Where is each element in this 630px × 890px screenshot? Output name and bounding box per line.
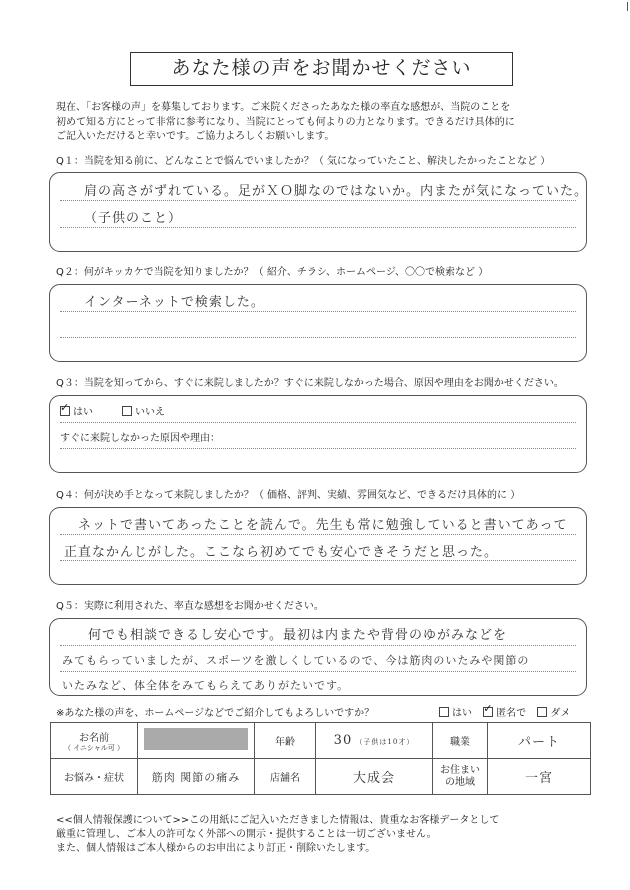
job-value-cell[interactable] [488, 723, 591, 759]
q4-answer-line1: ネットで書いてあったことを読んで。先生も常に勉強していると書いてあって [78, 518, 568, 533]
perm-anon-label: 匿名で [496, 708, 527, 719]
q4-answer-line2: 正直なかんじがした。ここなら初めてでも安心できそうだと思った。 [64, 545, 499, 560]
check-mark-icon: ✓ [483, 702, 493, 715]
name-label-cell [51, 723, 138, 759]
checkbox-icon[interactable] [439, 707, 449, 717]
name-value-cell[interactable] [138, 723, 255, 759]
footer-line: 厳重に管理し、ご本人の許可なく外部への開示・提供することは一切ございません。 [56, 829, 437, 840]
checkbox-icon[interactable] [60, 401, 70, 416]
footer-line: <<個人情報保護について>>この用紙にご記入いただきました情報は、貴重なお客様データとして [56, 815, 500, 826]
q5-answer-line1: 何でも相談できるし安心です。最初は内またや背骨のゆがみなどを [88, 628, 507, 643]
q3-label: Q３：当院を知ってから、すぐに来院しましたか？すぐに来院しなかった場合、原因や理由をお聞かせください。 [56, 378, 564, 389]
q1-answer-line1: 肩の高さがずれている。足がＸＯ脚なのではないか。内またが気になっていた。 [84, 184, 589, 199]
q3-yes-option[interactable] [60, 403, 93, 418]
intro-line: ご記入いただけると幸いです。ご協力よろしくお願いします。 [56, 131, 335, 142]
name-sub-label: （ イニシャル可 ） [63, 743, 125, 752]
store-value-cell[interactable] [316, 759, 433, 795]
q4-answer-box[interactable] [49, 507, 587, 585]
perm-anon-option[interactable] [483, 702, 527, 719]
intro-line: 初めて知る方にとって非常に参考になり、当院にとっても何よりの力となります。できるだけ具体的に [56, 116, 515, 128]
q3-answer-box[interactable] [49, 395, 587, 473]
q2-label: Q２：何がキッカケで当院を知りましたか？（ 紹介、チラシ、ホームページ、〇〇で検索など ） [56, 267, 489, 278]
redacted-name [144, 728, 248, 750]
q4-label: Q４：何が決め手となって来院しましたか？（ 価格、評判、実績、雰囲気など、できるだけ具体的に ） [56, 490, 521, 501]
footer-line: また、個人情報はご本人様からのお申出により訂正・削除いたします。 [56, 843, 376, 854]
q2-answer-line1: インターネットで検索した。 [84, 295, 265, 310]
job-label: 職業 [433, 723, 488, 759]
corner-mark [627, 2, 628, 11]
store-value: 大成会 [352, 771, 395, 786]
area-value-cell[interactable] [488, 759, 591, 795]
permission-options [439, 704, 570, 719]
checkbox-icon[interactable] [122, 406, 132, 416]
q3-yes-label: はい [73, 407, 93, 418]
q1-answer-line2: （子供のこと） [84, 211, 183, 226]
check-mark-icon: ✓ [60, 401, 70, 414]
name-label: お名前 [79, 732, 109, 744]
area-label-2: の地域 [445, 776, 475, 788]
q1-answer-box[interactable] [49, 172, 587, 252]
job-value: パート [517, 735, 560, 750]
intro-text [56, 101, 576, 145]
perm-no-option[interactable] [537, 708, 570, 719]
info-table [50, 722, 591, 795]
age-value: 30 [333, 733, 353, 748]
checkbox-icon[interactable] [483, 702, 493, 717]
q5-answer-box[interactable] [49, 618, 587, 696]
age-note: （子供は10才） [355, 738, 415, 746]
q2-answer-box[interactable] [49, 284, 587, 362]
privacy-notice [56, 814, 586, 856]
worry-value: 筋肉 関節の痛み [151, 770, 241, 784]
q3-reason-label: すぐに来院しなかった原因や理由： [60, 433, 220, 444]
perm-yes-label: はい [452, 708, 472, 719]
q3-no-option[interactable] [122, 403, 165, 418]
area-label-1: お住まい [440, 764, 480, 776]
q3-no-label: いいえ [135, 407, 165, 418]
age-label: 年齢 [255, 723, 316, 759]
store-label: 店舗名 [255, 759, 316, 795]
page-title: あなた様の声をお聞かせください [130, 52, 513, 86]
q5-answer-line2: みてもらっていましたが、スポーツを激しくしているので、今は筋肉のいたみや関節の [62, 654, 530, 667]
q5-answer-line3: いたみなど、体全体をみてもらえてありがたいです。 [62, 679, 350, 692]
perm-yes-option[interactable] [439, 708, 472, 719]
worry-label: お悩み・症状 [51, 759, 138, 795]
worry-value-cell[interactable] [138, 759, 255, 795]
intro-line: 現在、「お客様の声」を募集しております。ご来院くださったあなた様の率直な感想が、当院のことを [56, 102, 511, 113]
q1-label: Q１：当院を知る前に、どんなことで悩んでいましたか？（ 気になっていたこと、解決したかったことなど ） [56, 156, 551, 167]
perm-no-label: ダメ [550, 708, 571, 719]
age-value-cell[interactable] [316, 723, 433, 759]
permission-question: ※あなた様の声を、ホームページなどでご紹介してもよろしいですか？ [56, 708, 375, 719]
checkbox-icon[interactable] [537, 707, 547, 717]
area-label-cell [433, 759, 488, 795]
q5-label: Q５：実際に利用された、率直な感想をお聞かせください。 [56, 601, 324, 612]
area-value: 一宮 [524, 771, 553, 786]
